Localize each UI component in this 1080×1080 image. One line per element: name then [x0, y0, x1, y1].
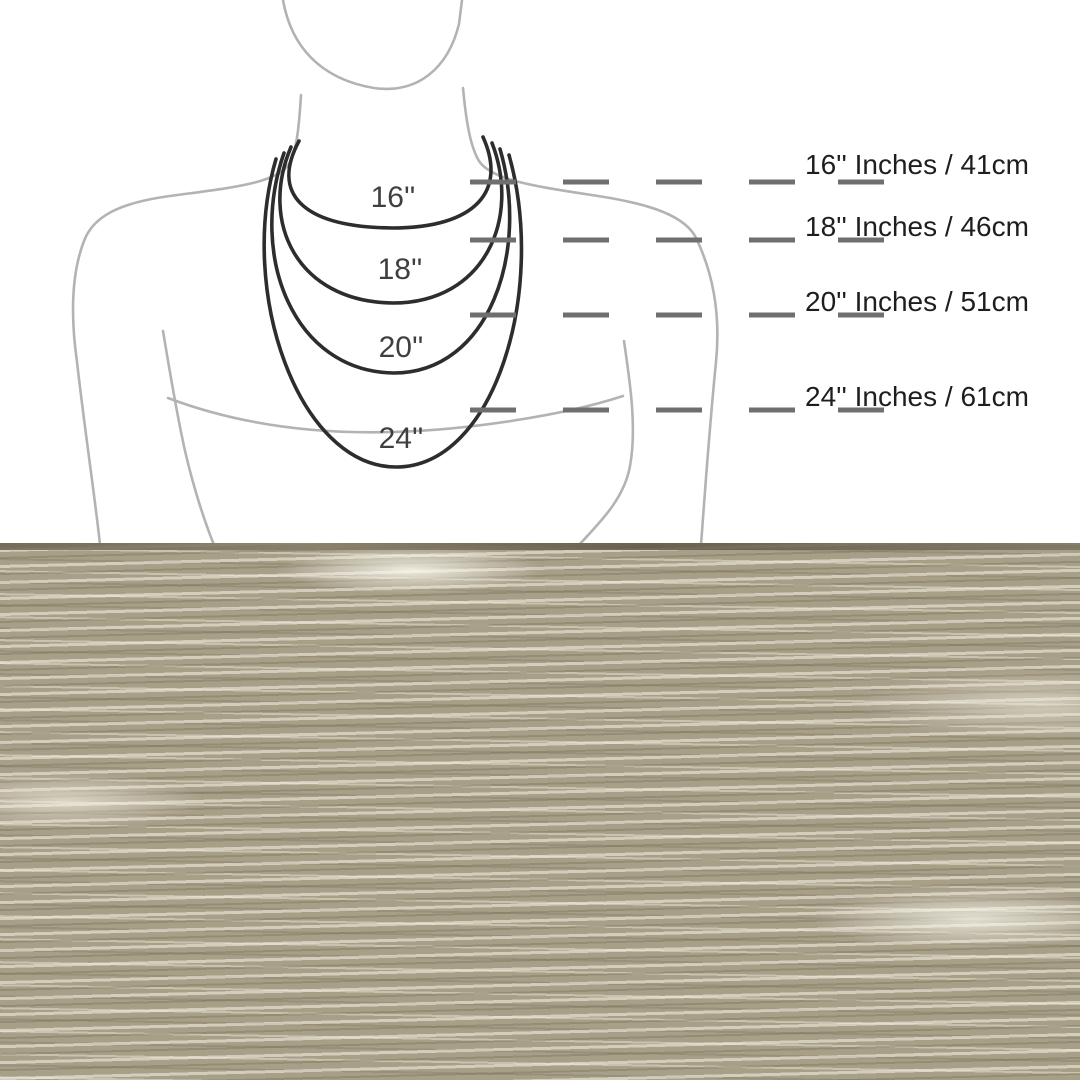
- measurement-label-24: 24'' Inches / 61cm: [805, 381, 1029, 412]
- left-shoulder-arm-outline: [73, 95, 301, 543]
- wood-background: [0, 543, 1080, 1080]
- chin-outline: [283, 0, 462, 89]
- measurement-label-18: 18'' Inches / 46cm: [805, 211, 1029, 242]
- figure-label-24: 24'': [378, 422, 424, 455]
- right-inner-arm-outline: [579, 341, 633, 543]
- figure-label-18: 18'': [377, 253, 423, 286]
- measurement-labels: [805, 149, 1029, 412]
- left-inner-arm-outline: [163, 331, 214, 543]
- measurement-label-20: 20'' Inches / 51cm: [805, 286, 1029, 317]
- figure-size-labels: [371, 181, 424, 455]
- figure-label-20: 20'': [378, 331, 424, 364]
- measurement-label-16: 16'' Inches / 41cm: [805, 149, 1029, 180]
- figure-label-16: 16'': [370, 181, 416, 214]
